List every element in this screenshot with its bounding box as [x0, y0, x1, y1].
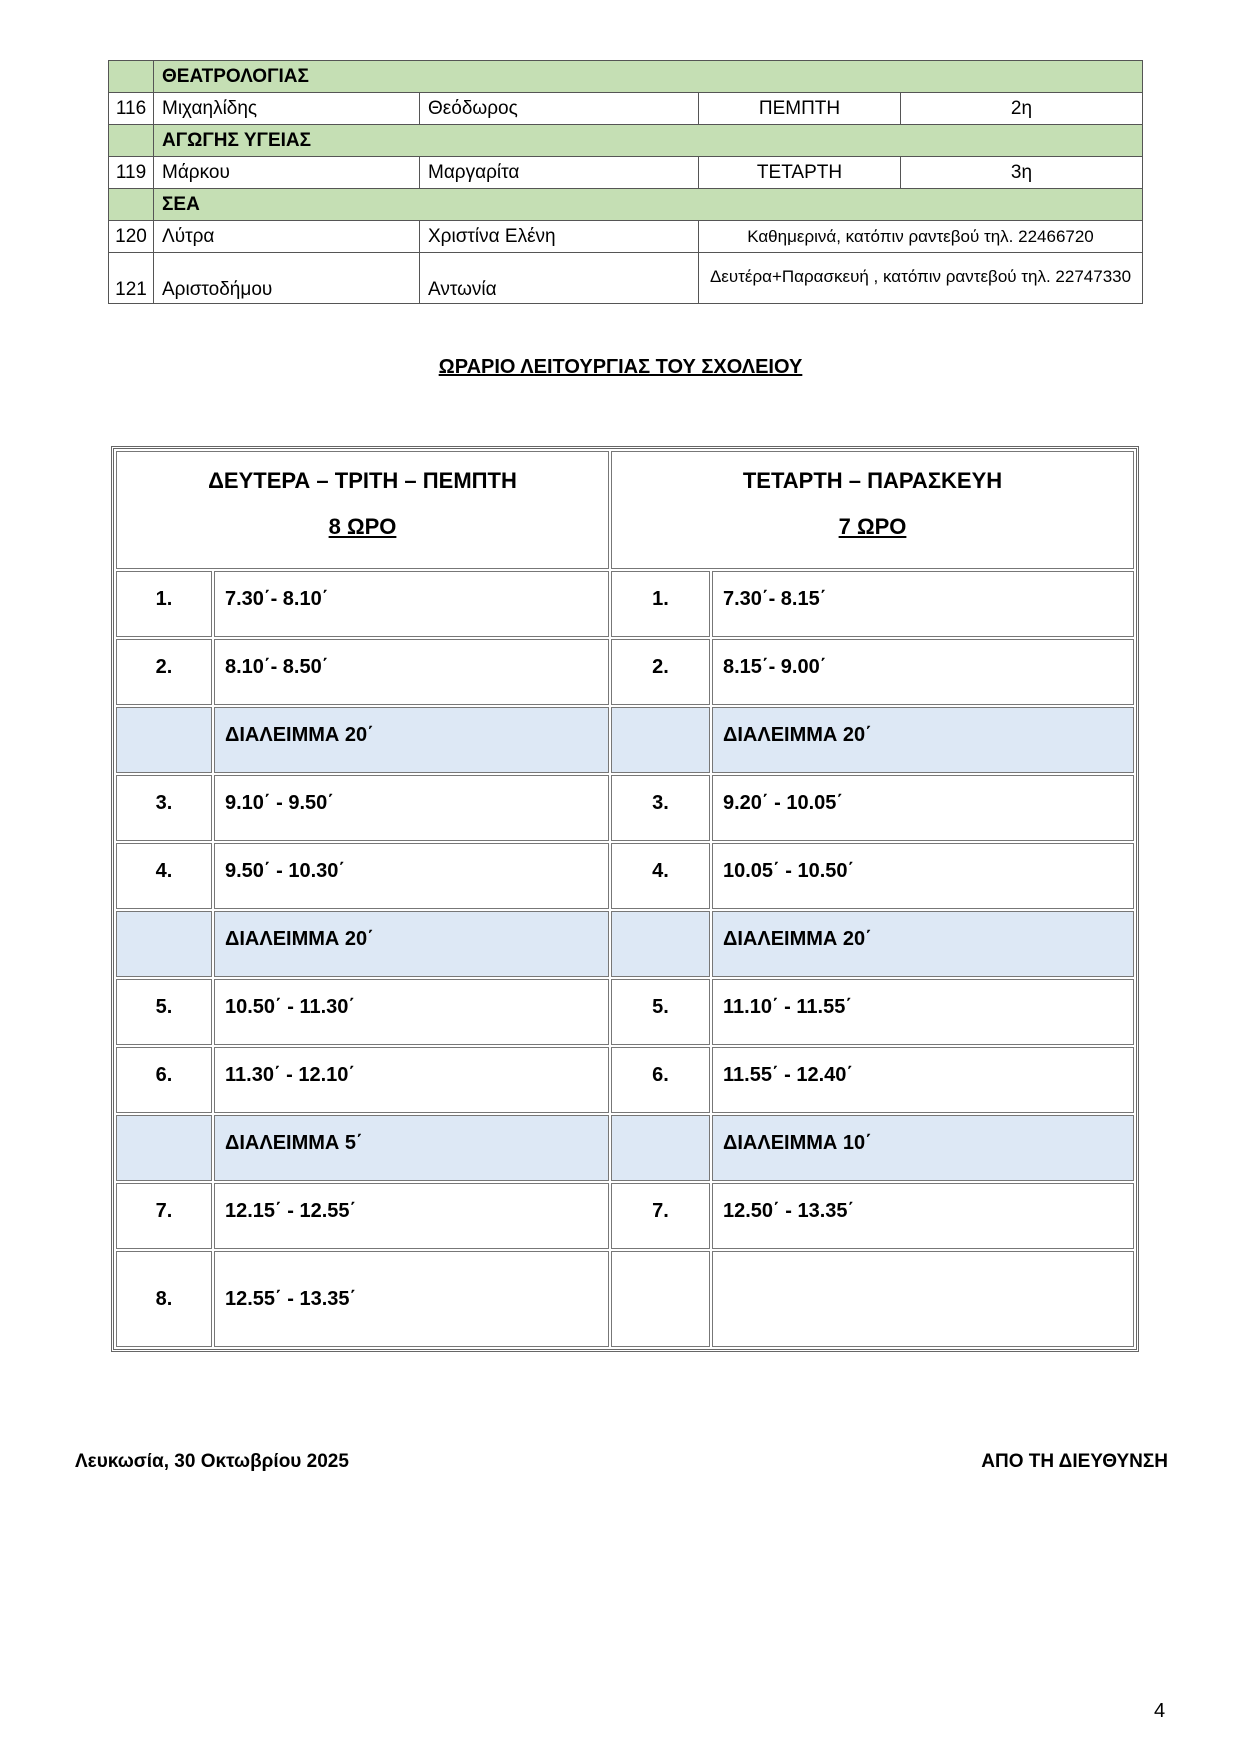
- department-name: ΑΓΩΓΗΣ ΥΓΕΙΑΣ: [154, 125, 1143, 157]
- left-period-time: ΔΙΑΛΕΙΜΜΑ 5΄: [214, 1115, 609, 1181]
- right-period-number: 6.: [611, 1047, 710, 1113]
- right-period-number: [611, 707, 710, 773]
- staff-availability: Δευτέρα+Παρασκευή , κατόπιν ραντεβού τηλ. 22747330: [699, 253, 1143, 304]
- staff-number: 121: [109, 253, 154, 304]
- left-period-time: ΔΙΑΛΕΙΜΜΑ 20΄: [214, 911, 609, 977]
- left-period-number: 2.: [116, 639, 212, 705]
- schedule-header-row: [116, 451, 1134, 569]
- left-period-time: 8.10΄- 8.50΄: [214, 639, 609, 705]
- right-period-number: 7.: [611, 1183, 710, 1249]
- schedule-header-left: [116, 451, 609, 569]
- right-period-time: 7.30΄- 8.15΄: [712, 571, 1134, 637]
- left-period-number: [116, 1115, 212, 1181]
- period-row: [116, 1183, 1134, 1249]
- left-period-number: 8.: [116, 1251, 212, 1347]
- break-row: [116, 911, 1134, 977]
- staff-name: Μαργαρίτα: [420, 157, 699, 189]
- left-days-label: ΔΕΥΤΕΡΑ – ΤΡΙΤΗ – ΠΕΜΠΤΗ: [208, 468, 517, 493]
- right-period-number: [611, 1251, 710, 1347]
- staff-surname: Μιχαηλίδης: [154, 93, 420, 125]
- page-number: 4: [1154, 1700, 1166, 1722]
- right-days-label: ΤΕΤΑΡΤΗ – ΠΑΡΑΣΚΕΥΗ: [742, 468, 1003, 493]
- period-row: [116, 639, 1134, 705]
- left-period-time: 12.15΄ - 12.55΄: [214, 1183, 609, 1249]
- department-num-cell: [109, 189, 154, 221]
- right-period-number: 5.: [611, 979, 710, 1045]
- left-period-number: 5.: [116, 979, 212, 1045]
- left-hours-label: 8 ΩΡΟ: [328, 514, 397, 539]
- right-period-time: ΔΙΑΛΕΙΜΜΑ 20΄: [712, 911, 1134, 977]
- period-row: [116, 979, 1134, 1045]
- left-period-number: [116, 911, 212, 977]
- left-period-time: 10.50΄ - 11.30΄: [214, 979, 609, 1045]
- left-period-time: 9.50΄ - 10.30΄: [214, 843, 609, 909]
- right-period-number: 3.: [611, 775, 710, 841]
- left-period-number: 7.: [116, 1183, 212, 1249]
- right-period-number: 4.: [611, 843, 710, 909]
- left-period-number: [116, 707, 212, 773]
- schedule-header-right: [611, 451, 1134, 569]
- period-row: [116, 571, 1134, 637]
- right-period-number: 2.: [611, 639, 710, 705]
- period-row: [116, 775, 1134, 841]
- department-name: ΣΕΑ: [154, 189, 1143, 221]
- right-period-time: 11.10΄ - 11.55΄: [712, 979, 1134, 1045]
- left-period-time: 11.30΄ - 12.10΄: [214, 1047, 609, 1113]
- staff-day: ΤΕΤΑΡΤΗ: [699, 157, 901, 189]
- staff-number: 120: [109, 221, 154, 253]
- staff-name: Χριστίνα Ελένη: [420, 221, 699, 253]
- department-row: [109, 189, 1143, 221]
- left-period-number: 6.: [116, 1047, 212, 1113]
- staff-surname: Λύτρα: [154, 221, 420, 253]
- right-period-time: 11.55΄ - 12.40΄: [712, 1047, 1134, 1113]
- staff-number: 116: [109, 93, 154, 125]
- break-row: [116, 1115, 1134, 1181]
- left-period-number: 1.: [116, 571, 212, 637]
- staff-row: [109, 221, 1143, 253]
- right-period-time: 12.50΄ - 13.35΄: [712, 1183, 1134, 1249]
- left-period-time: 12.55΄ - 13.35΄: [214, 1251, 609, 1347]
- right-period-time: 8.15΄- 9.00΄: [712, 639, 1134, 705]
- right-period-number: [611, 1115, 710, 1181]
- staff-row: [109, 157, 1143, 189]
- staff-surname: Μάρκου: [154, 157, 420, 189]
- left-period-time: 9.10΄ - 9.50΄: [214, 775, 609, 841]
- right-hours-label: 7 ΩΡΟ: [838, 514, 907, 539]
- staff-day: ΠΕΜΠΤΗ: [699, 93, 901, 125]
- period-row: [116, 1047, 1134, 1113]
- left-period-number: 4.: [116, 843, 212, 909]
- schedule-title: ΩΡΑΡΙΟ ΛΕΙΤΟΥΡΓΙΑΣ ΤΟΥ ΣΧΟΛΕΙΟΥ: [438, 356, 803, 378]
- right-period-time: [712, 1251, 1134, 1347]
- right-period-time: 9.20΄ - 10.05΄: [712, 775, 1134, 841]
- period-row: [116, 843, 1134, 909]
- staff-period: 3η: [901, 157, 1143, 189]
- place-date: Λευκωσία, 30 Οκτωβρίου 2025: [75, 1451, 349, 1472]
- staff-availability: Καθημερινά, κατόπιν ραντεβού τηλ. 22466720: [699, 221, 1143, 253]
- staff-name: Θεόδωρος: [420, 93, 699, 125]
- staff-period: 2η: [901, 93, 1143, 125]
- department-row: [109, 61, 1143, 93]
- signature: ΑΠΟ ΤΗ ΔΙΕΥΘΥΝΣΗ: [981, 1451, 1168, 1472]
- department-name: ΘΕΑΤΡΟΛΟΓΙΑΣ: [154, 61, 1143, 93]
- staff-row: [109, 93, 1143, 125]
- department-num-cell: [109, 61, 154, 93]
- left-period-time: 7.30΄- 8.10΄: [214, 571, 609, 637]
- break-row: [116, 707, 1134, 773]
- staff-name: Αντωνία: [420, 253, 699, 304]
- staff-surname: Αριστοδήμου: [154, 253, 420, 304]
- school-schedule-table: [111, 446, 1139, 1352]
- right-period-time: ΔΙΑΛΕΙΜΜΑ 10΄: [712, 1115, 1134, 1181]
- department-row: [109, 125, 1143, 157]
- left-period-time: ΔΙΑΛΕΙΜΜΑ 20΄: [214, 707, 609, 773]
- staff-availability-table: [108, 60, 1143, 304]
- staff-row: [109, 253, 1143, 304]
- department-num-cell: [109, 125, 154, 157]
- right-period-time: ΔΙΑΛΕΙΜΜΑ 20΄: [712, 707, 1134, 773]
- left-period-number: 3.: [116, 775, 212, 841]
- right-period-number: 1.: [611, 571, 710, 637]
- period-row: [116, 1251, 1134, 1347]
- staff-number: 119: [109, 157, 154, 189]
- right-period-time: 10.05΄ - 10.50΄: [712, 843, 1134, 909]
- right-period-number: [611, 911, 710, 977]
